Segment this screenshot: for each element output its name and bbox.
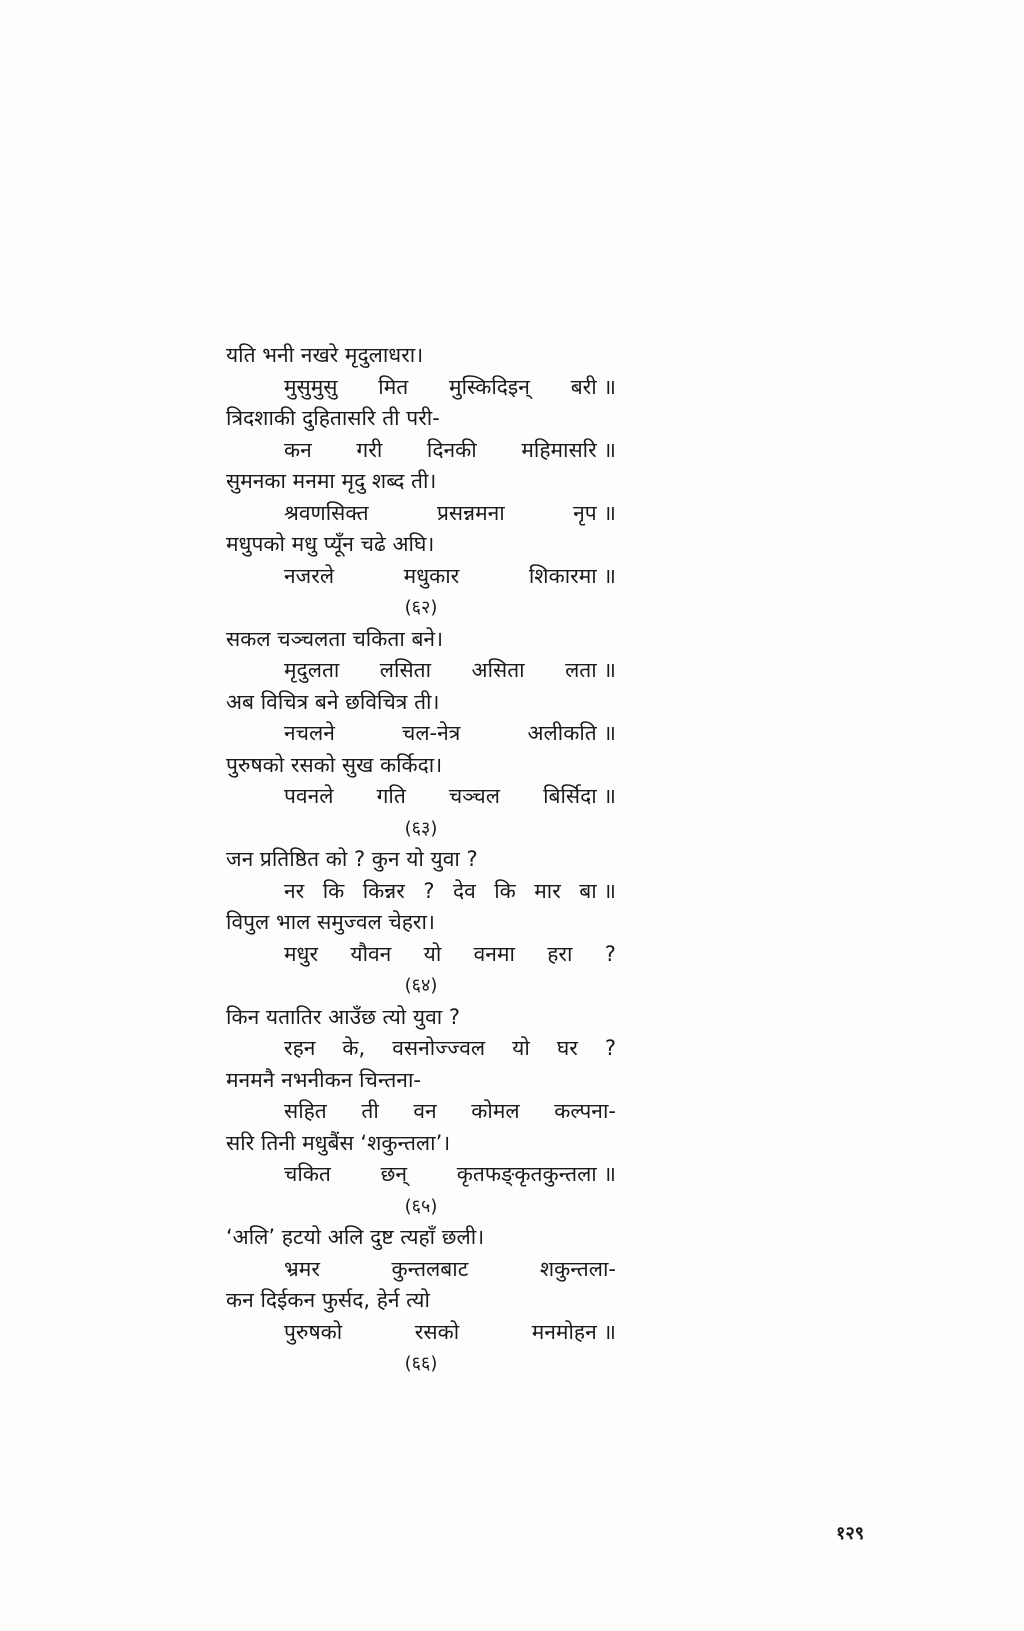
verse-word: वन [413, 1099, 437, 1123]
verse-word: मुस्किदिइन् [449, 374, 530, 399]
verse-line: अब विचित्र बने छविचित्र ती। [226, 689, 440, 714]
verse-word: गरी [356, 437, 383, 462]
verse-line: ‘अलि’ हटयो अलि दुष्ट त्यहाँ छली। [226, 1225, 485, 1249]
verse-word: पवनले [284, 784, 334, 808]
verse-number: (६६) [404, 1353, 438, 1374]
verse-word: नचलने [284, 721, 335, 745]
verse-line-indented [226, 655, 616, 687]
verse-word: कोमल [471, 1099, 520, 1123]
verse-word: महिमासरि ॥ [521, 437, 616, 462]
verse-number: (६५) [404, 1195, 438, 1217]
verse-number: (६२) [404, 597, 438, 618]
verse-word: किन्नर [362, 878, 405, 903]
verse-word: भ्रमर [284, 1256, 320, 1281]
verse-word: बिर्सिदा ॥ [543, 784, 616, 808]
page-number: १२९ [836, 1523, 865, 1544]
verse-word: नजरले [284, 563, 335, 588]
verse-word: मार [534, 878, 561, 903]
verse-line-indented [226, 876, 616, 908]
verse-line: सकल चञ्चलता चकिता बने। [226, 626, 444, 651]
verse-line: मनमनै नभनीकन चिन्तना- [226, 1067, 421, 1092]
verse-word: मृदुलता [284, 658, 340, 682]
verse-line: सरि तिनी मधुबैंस ‘शकुन्तला’। [226, 1130, 451, 1155]
verse-line-indented [226, 1033, 616, 1065]
verse-word: शकुन्तला- [539, 1256, 616, 1281]
verse-word: मनमोहन ॥ [531, 1319, 616, 1344]
verse-word: नर [284, 878, 305, 903]
verse-line-indented [226, 561, 616, 593]
verse-line: त्रिदशाकी दुहितासरि ती परी- [226, 406, 440, 430]
verse-line-indented [226, 498, 616, 530]
verse-word: कृतफङ्कृतकुन्तला ॥ [456, 1162, 616, 1186]
verse-line: विपुल भाल समुज्वल चेहरा। [226, 910, 435, 934]
verse-word: वनमा [473, 941, 515, 966]
verse-number: (६३) [404, 817, 438, 839]
verse-word: यो [512, 1036, 530, 1060]
verse-word: छन् [380, 1162, 407, 1186]
verse-word: पुरुषको [284, 1319, 343, 1344]
verse-word: कि [494, 878, 516, 903]
verse-word: कन [284, 437, 312, 462]
verse-word: मित [378, 374, 409, 399]
verse-word: चञ्चल [448, 784, 500, 808]
verse-line: किन यतातिर आउँछ त्यो युवा ? [226, 1004, 461, 1029]
verse-word: हरा [547, 941, 573, 966]
verse-line-indented [226, 435, 616, 467]
verse-word: कि [322, 878, 345, 903]
verse-word: कल्पना- [554, 1099, 616, 1123]
verse-word: शिकारमा ॥ [528, 563, 616, 588]
verse-word: सहित [284, 1099, 327, 1123]
verse-line-indented [226, 718, 616, 750]
verse-line: पुरुषको रसको सुख कर्किदा। [226, 752, 443, 777]
verse-word: कुन्तलबाट [391, 1256, 469, 1281]
verse-word: प्रसन्नमना [436, 500, 505, 525]
verse-word: ? [423, 878, 435, 903]
verse-word: दिनकी [426, 437, 477, 462]
verse-word: यौवन [350, 941, 392, 966]
verse-word: यो [423, 941, 442, 966]
verse-number: (६४) [404, 975, 438, 996]
verse-line: कन दिईकन फुर्सद, हेर्न त्यो [226, 1288, 430, 1312]
verse-word: लता ॥ [565, 658, 616, 682]
verse-line: सुमनका मनमा मृदु शब्द ती। [226, 469, 437, 493]
verse-word: मधुर [284, 941, 319, 966]
verse-word: रसको [414, 1319, 460, 1344]
poem-block [226, 340, 646, 1380]
verse-line-indented [226, 1096, 616, 1128]
verse-word: श्रवणसिक्त [284, 500, 369, 525]
verse-word: असिता [471, 658, 525, 682]
verse-line-indented [226, 781, 616, 813]
verse-word: अलीकति ॥ [527, 721, 616, 745]
verse-word: मधुकार [403, 563, 460, 588]
verse-line-indented [226, 1254, 616, 1286]
verse-word: घर [556, 1036, 578, 1060]
verse-word: वसनोज्ज्वल [392, 1036, 486, 1060]
verse-line: मधुपको मधु प्यूँन चढे अघि। [226, 532, 435, 556]
verse-word: मुसुमुसु [284, 374, 338, 399]
verse-line-indented [226, 939, 616, 971]
verse-word: ? [604, 941, 616, 966]
verse-word: बा ॥ [579, 878, 616, 903]
verse-line-indented [226, 1317, 616, 1349]
verse-word: रहन [284, 1036, 316, 1060]
verse-word: नृप ॥ [573, 500, 616, 525]
verse-line: जन प्रतिष्ठित को ? कुन यो युवा ? [226, 847, 478, 871]
verse-word: चकित [284, 1162, 331, 1186]
verse-word: लसिता [379, 658, 432, 682]
verse-word: के, [342, 1036, 366, 1060]
verse-word: बरी ॥ [570, 374, 616, 399]
verse-line-indented [226, 1159, 616, 1191]
verse-word: गति [376, 784, 406, 808]
verse-line: यति भनी नखरे मृदुलाधरा। [226, 343, 424, 367]
verse-line-indented [226, 372, 616, 404]
verse-word: देव [452, 878, 476, 903]
verse-word: ती [361, 1099, 379, 1123]
verse-word: ? [604, 1036, 616, 1060]
verse-word: चल-नेत्र [401, 721, 461, 745]
